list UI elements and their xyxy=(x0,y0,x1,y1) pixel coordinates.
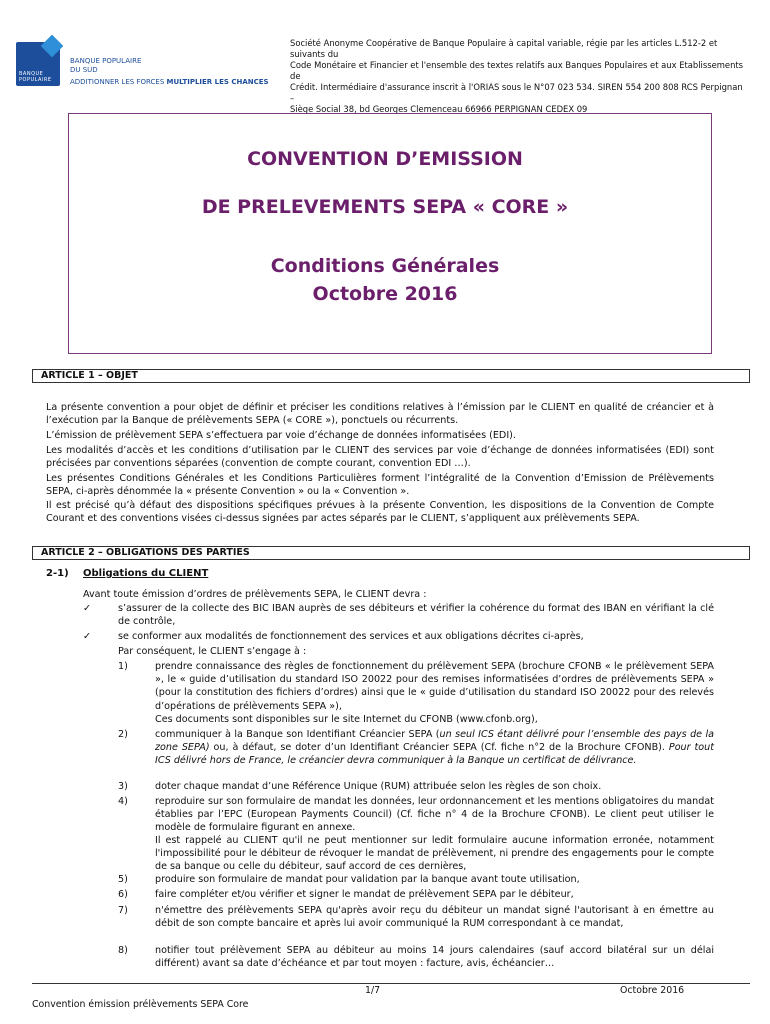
item-number: 4) xyxy=(118,796,128,807)
article-1-p2: L’émission de prélèvement SEPA s’effectuera par voie d’échange de données informatisées (EDI). xyxy=(46,430,516,441)
logo-sub-1: BANQUE xyxy=(19,71,44,77)
legal-line-1: Société Anonyme Coopérative de Banque Populaire à capital variable, régie par les articles L.512-2 et suivants du xyxy=(290,38,718,59)
item-number: 1) xyxy=(118,661,128,672)
list-item-4b: Il est rappelé au CLIENT qu'il ne peut mentionner sur ledit formulaire aucune information erronée, notamment l'impossibilité pour le débiteur de révoquer le mandat de prélèvement, ni prendre des engagements pour le compte de sa banque ou celle du débiteur, sauf accord de ces dernières, xyxy=(155,835,714,873)
article-1-p4: Les présentes Conditions Générales et les Conditions Particulières forment l’intégralité de la Convention d’Emission de Prélèvements SEPA, ci-après dénommée la « présente Convention » ou la « Convention ». xyxy=(46,473,714,498)
list-item-6: faire compléter et/ou vérifier et signer le mandat de prélèvement SEPA par le débiteur, xyxy=(155,889,574,900)
item-number: 7) xyxy=(118,905,128,916)
legal-line-4: Siège Social 38, bd Georges Clemenceau 66966 PERPIGNAN CEDEX 09 xyxy=(290,104,588,114)
tagline-bold: MULTIPLIER LES CHANCES xyxy=(166,78,269,86)
check-icon: ✓ xyxy=(83,631,92,642)
footer-date: Octobre 2016 xyxy=(620,985,685,996)
title-line-3: Conditions Générales xyxy=(270,255,500,277)
logo-sub-2: POPULAIRE xyxy=(19,77,52,83)
bank-name-line-2: DU SUD xyxy=(70,66,98,74)
check-icon: ✓ xyxy=(83,603,92,614)
legal-notice xyxy=(290,38,748,115)
check-item-1: s’assurer de la collecte des BIC IBAN auprès de ses débiteurs et vérifier la cohérence du format des IBAN en vérifiant la clé de contrôle, xyxy=(118,603,714,628)
item-number: 3) xyxy=(118,781,128,792)
item-number: 2) xyxy=(118,729,128,740)
check-item-2: se conformer aux modalités de fonctionnement des services et aux obligations décrites ci-après, xyxy=(118,631,584,642)
footer-divider xyxy=(32,983,750,984)
footer-document-name: Convention émission prélèvements SEPA Core xyxy=(32,999,249,1010)
list-item-7: n'émettre des prélèvements SEPA qu'après avoir reçu du débiteur un mandat signé l'autorisant à en émettre au débit de son compte bancaire et après lui avoir communiqué la RUM correspondant à ce mandat, xyxy=(155,905,714,930)
title-line-4: Octobre 2016 xyxy=(312,283,458,305)
article-1-heading: ARTICLE 1 – OBJET xyxy=(32,369,750,383)
section-2-1-number: 2-1) xyxy=(46,568,69,579)
title-line-1: CONVENTION D’EMISSION xyxy=(247,148,523,170)
list-item-2: communiquer à la Banque son Identifiant Créancier SEPA (un seul ICS étant délivré pour l’ensemble des pays de la zone SEPA) ou, à défaut, se doter d’un Identifiant Créancier SEPA (Cf. fiche n°2 de la Brochure CFONB). Pour tout ICS délivré hors de France, le créancier devra communiquer à la Banque un certificat de délivrance. xyxy=(155,729,714,767)
article-1-p5: Il est précisé qu’à défaut des dispositions spécifiques prévues à la présente Convention, les dispositions de la Convention de Compte Courant et des conventions visées ci-dessus signées par actes séparés par le CLIENT, s’appliquent aux prélèvements SEPA. xyxy=(46,500,714,525)
logo-star-icon xyxy=(41,35,64,58)
section-2-1-title: Obligations du CLIENT xyxy=(83,568,209,579)
list-item-1: prendre connaissance des règles de fonctionnement du prélèvement SEPA (brochure CFONB « le prélèvement SEPA », le « guide d’utilisation du standard ISO 20022 pour des remises informatisées d’ordres de prélèvements SEPA » (pour la constitution des fichiers d’ordres) ainsi que le « guide d’utilisation du standard ISO 20022 pour des relevés d’opérations de prélèvements SEPA »), xyxy=(155,661,714,712)
title-line-2: DE PRELEVEMENTS SEPA « CORE » xyxy=(201,196,569,218)
item-number: 6) xyxy=(118,889,128,900)
list-item-3: doter chaque mandat d’une Référence Unique (RUM) attribuée selon les règles de son choix. xyxy=(155,781,602,792)
item-number: 5) xyxy=(118,874,128,885)
list-item-5: produire son formulaire de mandat pour validation par la banque avant toute utilisation, xyxy=(155,874,580,885)
bank-name-line-1: BANQUE POPULAIRE xyxy=(70,57,142,65)
list-item-4: reproduire sur son formulaire de mandat les données, leur ordonnancement et les mentions obligatoires du mandat établies par l’EPC (European Payments Council) (Cf. fiche n° 4 de la Brochure CFONB). Le client peut utiliser le modèle de formulaire figurant en annexe. xyxy=(155,796,714,834)
article-2-intro: Avant toute émission d’ordres de prélèvements SEPA, le CLIENT devra : xyxy=(83,589,427,600)
page-number: 1/7 xyxy=(365,985,381,996)
item-number: 8) xyxy=(118,945,128,956)
article-1-p3: Les modalités d’accès et les conditions d’utilisation par le CLIENT des services par voie d’échange de données informatisées (EDI) sont précisées par conventions séparées (convention de compte courant, convention EDI …). xyxy=(46,445,714,470)
bank-name xyxy=(70,57,141,75)
legal-line-3: Crédit. Intermédiaire d'assurance inscrit à l'ORIAS sous le N°07 023 534. SIREN 554 200 808 RCS Perpignan – xyxy=(290,82,743,103)
tagline-prefix: ADDITIONNER LES FORCES xyxy=(70,78,165,86)
list-item-8: notifier tout prélèvement SEPA au débiteur au moins 14 jours calendaires (sauf accord bilatéral sur un délai différent) avant sa date d’échéance et par tout moyen : facture, avis, échéancier… xyxy=(155,945,714,970)
bank-logo xyxy=(16,42,60,86)
legal-line-2: Code Monétaire et Financier et l'ensemble des textes relatifs aux Banques Populaires et aux Etablissements de xyxy=(290,60,744,81)
list-item-1b: Ces documents sont disponibles sur le site Internet du CFONB (www.cfonb.org), xyxy=(155,714,538,725)
article-1-p1: La présente convention a pour objet de définir et préciser les conditions relatives à l’émission par le CLIENT en qualité de créancier et à l’exécution par la Banque de prélèvements SEPA (« CORE »), ponctuels ou récurrents. xyxy=(46,402,714,427)
article-2-heading: ARTICLE 2 – OBLIGATIONS DES PARTIES xyxy=(32,546,750,560)
consequence-line: Par conséquent, le CLIENT s’engage à : xyxy=(118,646,307,657)
bank-tagline xyxy=(70,78,269,86)
